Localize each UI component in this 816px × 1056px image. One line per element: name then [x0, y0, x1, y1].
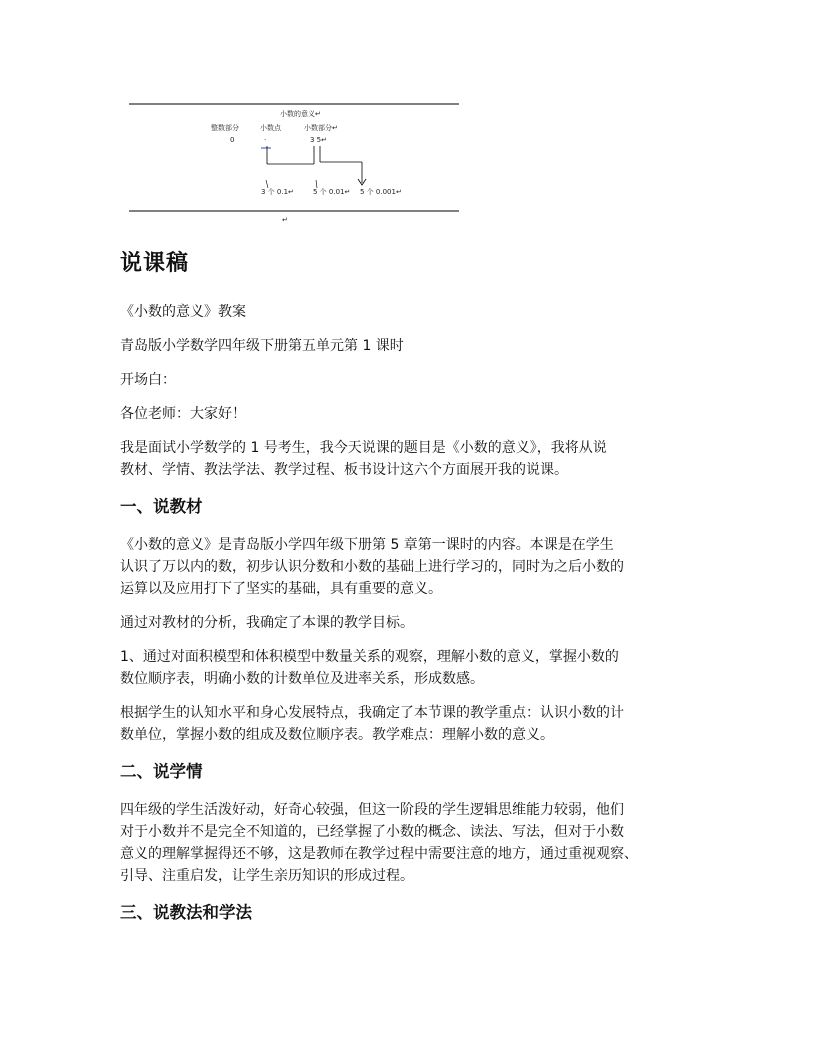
- value-decimal-part: 3 5↵: [310, 136, 327, 144]
- key-points-paragraph: [120, 702, 700, 746]
- key-points-line-2: 数单位，掌握小数的组成及数位顺序表。教学难点：理解小数的意义。: [120, 727, 554, 743]
- label-integer-part: 整数部分: [211, 124, 239, 132]
- objective-1-line-2: 数位顺序表，明确小数的计数单位及进率关系，形成数感。: [120, 671, 484, 687]
- value-integer-part: 0: [230, 136, 235, 144]
- objective-intro: 通过对教材的分析，我确定了本课的教学目标。: [120, 615, 414, 631]
- students-line-1: 四年级的学生活泼好动，好奇心较强，但这一阶段的学生逻辑思维能力较弱，他们: [120, 802, 624, 818]
- section-heading-students: 二、说学情: [120, 762, 203, 781]
- key-points-line-1: 根据学生的认知水平和身心发展特点，我确定了本节课的教学重点：认识小数的计: [120, 705, 624, 721]
- lesson-source: 青岛版小学数学四年级下册第五单元第 1 课时: [120, 338, 404, 354]
- students-line-2: 对于小数并不是完全不知道的，已经掌握了小数的概念、读法、写法，但对于小数: [120, 824, 624, 840]
- figure-title: 小数的意义↵: [280, 110, 321, 118]
- intro-paragraph: [120, 437, 700, 481]
- unit-tenths: 3 个 0.1↵: [261, 188, 294, 196]
- figure-return-mark: ↵: [282, 216, 288, 224]
- unit-hundredths: 5 个 0.01↵: [313, 188, 351, 196]
- lesson-name: 《小数的意义》教案: [120, 304, 246, 320]
- section-heading-methods: 三、说教法和学法: [120, 903, 252, 922]
- objective-1-line-1: 1、通过对面积模型和体积模型中数量关系的观察，理解小数的意义，掌握小数的: [120, 649, 619, 665]
- greeting: 各位老师：大家好！: [120, 406, 246, 422]
- students-line-4: 引导、注重启发，让学生亲历知识的形成过程。: [120, 868, 414, 884]
- textbook-line-3: 运算以及应用打下了坚实的基础，具有重要的意义。: [120, 581, 442, 597]
- label-decimal-point: 小数点: [260, 124, 281, 132]
- textbook-line-2: 认识了万以内的数，初步认识分数和小数的基础上进行学习的，同时为之后小数的: [120, 559, 624, 575]
- intro-line-1: 我是面试小学数学的 1 号考生，我今天说课的题目是《小数的意义》，我将从说: [120, 440, 607, 456]
- document-title: 说课稿: [120, 251, 190, 276]
- students-paragraph: [120, 799, 700, 887]
- textbook-line-1: 《小数的意义》是青岛版小学四年级下册第 5 章第一课时的内容。本课是在学生: [120, 537, 614, 553]
- label-decimal-part: 小数部分↵: [304, 124, 338, 132]
- opening-label: 开场白：: [120, 372, 176, 388]
- value-decimal-point: ·: [264, 136, 267, 144]
- section-heading-textbook: 一、说教材: [120, 497, 203, 516]
- unit-thousandths: 5 个 0.001↵: [360, 188, 402, 196]
- objective-1: [120, 646, 700, 690]
- students-line-3: 意义的理解掌握得还不够，这是教师在教学过程中需要注意的地方，通过重视观察、: [120, 846, 638, 862]
- textbook-paragraph: [120, 534, 700, 600]
- decimal-meaning-figure: [128, 96, 460, 228]
- intro-line-2: 教材、学情、教法学法、教学过程、板书设计这六个方面展开我的说课。: [120, 462, 568, 478]
- document-body: [120, 246, 700, 940]
